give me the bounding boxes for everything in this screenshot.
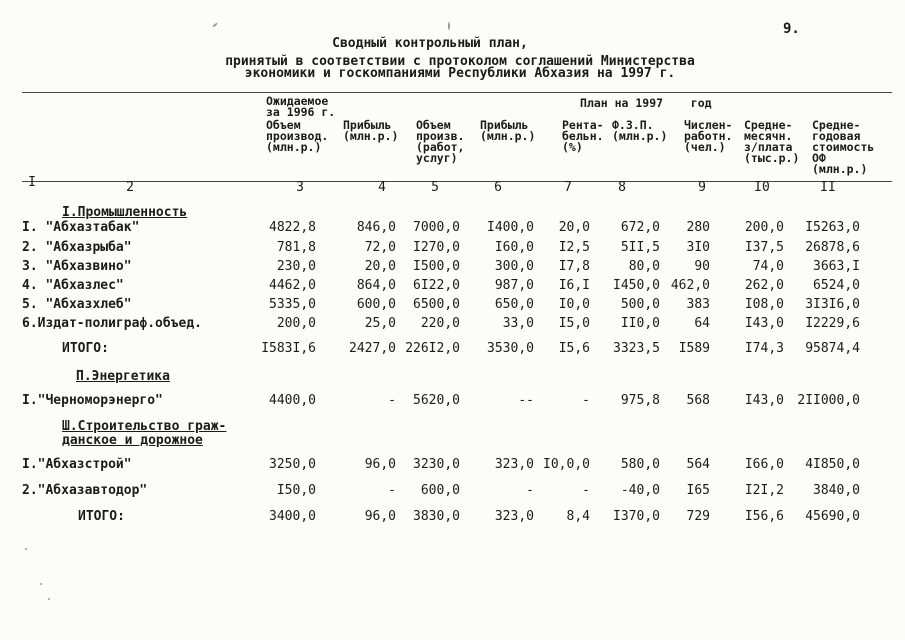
column-number: 9 — [698, 180, 706, 195]
cell-c8: -40,0 — [620, 483, 660, 498]
cell-c5: I500,0 — [413, 259, 460, 274]
cell-c6: 33,0 — [502, 316, 534, 331]
cell-c9: 383 — [686, 297, 710, 312]
cell-c10: I37,5 — [744, 240, 784, 255]
row-label: I. "Абхазтабак" — [22, 220, 140, 235]
cell-c7: I5,0 — [558, 316, 590, 331]
header-col-11: Средне- годовая стоимость ОФ (млн.р.) — [812, 118, 875, 176]
cell-c5: 600,0 — [420, 483, 460, 498]
scan-speck — [48, 598, 50, 600]
cell-c5: 3230,0 — [413, 457, 460, 472]
cell-c3: 3400,0 — [269, 509, 316, 524]
cell-c4: - — [388, 393, 396, 408]
header-plan-1997: План на 1997 год — [580, 96, 712, 110]
title-line-3: экономики и госкомпаниями Республики Абхазия на 1997 г. — [244, 66, 676, 81]
row-label: I."Абхазстрой" — [22, 457, 132, 472]
cell-c11: 45690,0 — [805, 509, 860, 524]
row-label: 4. "Абхазлес" — [22, 278, 124, 293]
cell-c11: 3I3I6,0 — [805, 297, 860, 312]
cell-c10: 74,0 — [752, 259, 784, 274]
cell-c8: 80,0 — [628, 259, 660, 274]
cell-c10: I66,0 — [744, 457, 784, 472]
cell-c9: 564 — [686, 457, 710, 472]
column-number: 8 — [618, 180, 626, 195]
column-number: 4 — [378, 180, 386, 195]
cell-c9: 568 — [686, 393, 710, 408]
cell-c4: 96,0 — [364, 509, 396, 524]
cell-c4: 600,0 — [356, 297, 396, 312]
cell-c4: 864,0 — [356, 278, 396, 293]
cell-c9: 280 — [686, 220, 710, 235]
cell-c4: 96,0 — [364, 457, 396, 472]
cell-c8: 3323,5 — [613, 341, 660, 356]
cell-c7: I7,8 — [558, 259, 590, 274]
cell-c5: 3830,0 — [413, 509, 460, 524]
cell-c5: 6500,0 — [413, 297, 460, 312]
cell-c11: 26878,6 — [805, 240, 860, 255]
cell-c10: I43,0 — [744, 393, 784, 408]
page-number: 9. — [783, 21, 800, 37]
cell-c8: 580,0 — [620, 457, 660, 472]
cell-c4: 25,0 — [364, 316, 396, 331]
cell-c9: I65 — [686, 483, 710, 498]
cell-c9: 90 — [694, 259, 710, 274]
cell-c11: 95874,4 — [805, 341, 860, 356]
cell-c7: - — [582, 483, 590, 498]
cell-c6: -- — [518, 393, 534, 408]
cell-c8: I370,0 — [613, 509, 660, 524]
cell-c11: I5263,0 — [805, 220, 860, 235]
cell-c3: 200,0 — [276, 316, 316, 331]
cell-c9: I589 — [678, 341, 710, 356]
cell-c8: 975,8 — [620, 393, 660, 408]
cell-c3: 5335,0 — [269, 297, 316, 312]
column-number: 7 — [564, 180, 572, 195]
cell-c10: 200,0 — [744, 220, 784, 235]
section-energy: П.Энергетика — [76, 369, 170, 384]
header-top-rule — [22, 92, 892, 93]
cell-c11: 4I850,0 — [805, 457, 860, 472]
cell-c4: 20,0 — [364, 259, 396, 274]
cell-c3: I50,0 — [276, 483, 316, 498]
cell-c10: I2I,2 — [744, 483, 784, 498]
scan-speck — [25, 548, 27, 550]
cell-c10: I43,0 — [744, 316, 784, 331]
cell-c7: I5,6 — [558, 341, 590, 356]
cell-c4: 2427,0 — [349, 341, 396, 356]
cell-c6: 300,0 — [494, 259, 534, 274]
header-col-7: Рента- бельн. (%) — [562, 118, 604, 154]
cell-c5: 220,0 — [420, 316, 460, 331]
column-number: II — [820, 180, 836, 195]
scan-speck — [212, 22, 218, 27]
row-label: ИТОГО: — [78, 509, 125, 524]
cell-c7: I6,I — [558, 278, 590, 293]
cell-c3: I583I,6 — [261, 341, 316, 356]
cell-c10: I56,6 — [744, 509, 784, 524]
cell-c7: I0,0,0 — [543, 457, 590, 472]
column-number: I — [28, 175, 36, 190]
cell-c10: I74,3 — [744, 341, 784, 356]
column-number: 6 — [494, 180, 502, 195]
cell-c6: 3530,0 — [487, 341, 534, 356]
row-label: I."Черноморэнерго" — [22, 393, 163, 408]
cell-c6: I60,0 — [494, 240, 534, 255]
row-label: 6.Издат-полиграф.объед. — [22, 316, 203, 331]
cell-c4: 72,0 — [364, 240, 396, 255]
cell-c3: 3250,0 — [269, 457, 316, 472]
row-label: 5. "Абхазхлеб" — [22, 297, 132, 312]
cell-c7: - — [582, 393, 590, 408]
cell-c7: 8,4 — [566, 509, 590, 524]
cell-c3: 4822,8 — [269, 220, 316, 235]
section-industry: I.Промышленность — [62, 205, 188, 220]
cell-c4: 846,0 — [356, 220, 396, 235]
cell-c11: 2II000,0 — [797, 393, 860, 408]
cell-c8: II0,0 — [620, 316, 660, 331]
cell-c6: 987,0 — [494, 278, 534, 293]
cell-c6: I400,0 — [487, 220, 534, 235]
cell-c11: 3840,0 — [813, 483, 860, 498]
section-construction: Ш.Строительство граж- данское и дорожное — [62, 419, 227, 448]
cell-c3: 4400,0 — [269, 393, 316, 408]
cell-c10: I08,0 — [744, 297, 784, 312]
cell-c11: 6524,0 — [813, 278, 860, 293]
cell-c8: 500,0 — [620, 297, 660, 312]
cell-c10: 262,0 — [744, 278, 784, 293]
cell-c11: I2229,6 — [805, 316, 860, 331]
cell-c9: 3I0 — [686, 240, 710, 255]
header-col-6: Прибыль (млн.р.) — [480, 118, 536, 143]
header-col-4: Прибыль (млн.р.) — [343, 118, 399, 143]
cell-c8: I450,0 — [613, 278, 660, 293]
header-col-8: Ф.З.П. (млн.р.) — [612, 118, 668, 143]
header-col-3: Объем производ. (млн.р.) — [266, 118, 329, 154]
title-line-2: принятый в соответствии с протоколом соглашений Министерства — [225, 54, 695, 69]
row-label: 2."Абхазавтодор" — [22, 483, 148, 498]
cell-c7: I0,0 — [558, 297, 590, 312]
row-label: 3. "Абхазвино" — [22, 259, 132, 274]
header-col-5: Объем произв. (работ, услуг) — [416, 118, 465, 165]
header-col-10: Средне- месячн. з/плата (тыс.р.) — [744, 118, 800, 165]
cell-c4: - — [388, 483, 396, 498]
cell-c3: 781,8 — [276, 240, 316, 255]
cell-c11: 3663,I — [813, 259, 860, 274]
column-number: 5 — [431, 180, 439, 195]
cell-c5: 5620,0 — [413, 393, 460, 408]
cell-c6: 323,0 — [494, 457, 534, 472]
column-number: I0 — [754, 180, 770, 195]
cell-c6: - — [526, 483, 534, 498]
title-line-1: Сводный контрольный план, — [332, 36, 528, 51]
header-col-9: Числен- работн. (чел.) — [684, 118, 733, 154]
cell-c5: 6I22,0 — [413, 278, 460, 293]
cell-c6: 323,0 — [494, 509, 534, 524]
cell-c5: I270,0 — [413, 240, 460, 255]
row-label: ИТОГО: — [62, 341, 109, 356]
cell-c9: 64 — [694, 316, 710, 331]
row-label: 2. "Абхазрыба" — [22, 240, 132, 255]
cell-c9: 462,0 — [670, 278, 710, 293]
column-number: 3 — [296, 180, 304, 195]
cell-c7: I2,5 — [558, 240, 590, 255]
cell-c5: 7000,0 — [413, 220, 460, 235]
cell-c9: 729 — [686, 509, 710, 524]
cell-c3: 230,0 — [276, 259, 316, 274]
scan-speck — [40, 583, 42, 585]
column-number: 2 — [126, 180, 134, 195]
scan-speck — [448, 22, 450, 30]
header-expected-1996: Ожидаемое за 1996 г. — [266, 94, 336, 119]
cell-c7: 20,0 — [558, 220, 590, 235]
cell-c3: 4462,0 — [269, 278, 316, 293]
cell-c6: 650,0 — [494, 297, 534, 312]
cell-c8: 5II,5 — [620, 240, 660, 255]
cell-c5: 226I2,0 — [405, 341, 460, 356]
cell-c8: 672,0 — [620, 220, 660, 235]
